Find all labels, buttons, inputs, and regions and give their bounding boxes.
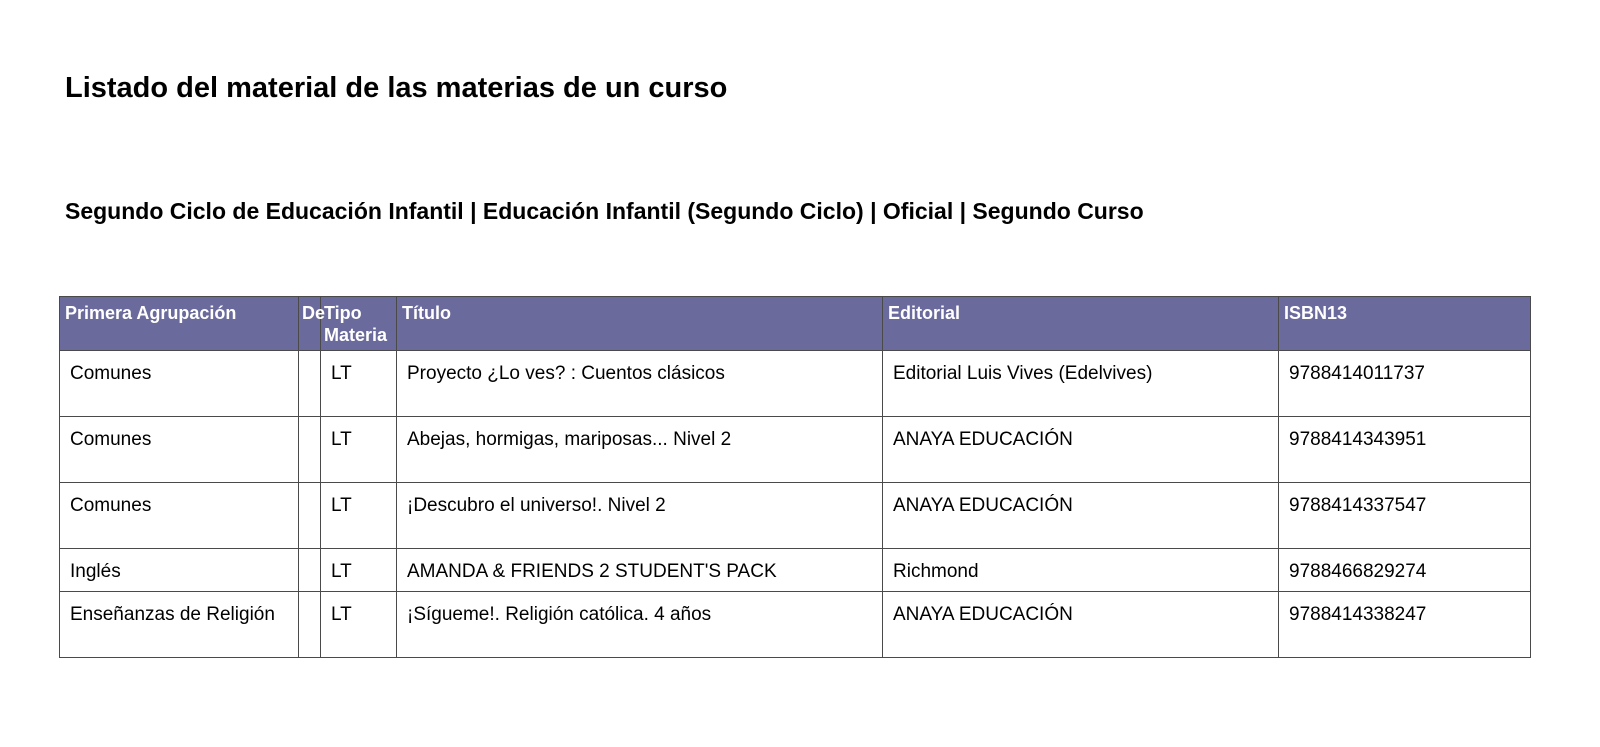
- cell-editorial: ANAYA EDUCACIÓN: [883, 592, 1279, 658]
- materials-table: [59, 296, 1531, 658]
- cell-agrupacion: Comunes: [60, 483, 299, 549]
- cell-isbn: 9788414338247: [1279, 592, 1531, 658]
- page-title: Listado del material de las materias de un curso: [65, 72, 728, 104]
- cell-agrupacion: Comunes: [60, 417, 299, 483]
- cell-d: [299, 417, 321, 483]
- cell-tipo: LT: [321, 549, 397, 592]
- cell-titulo: ¡Descubro el universo!. Nivel 2: [397, 483, 883, 549]
- table-row: [60, 483, 1531, 549]
- cell-d: [299, 549, 321, 592]
- table-row: [60, 417, 1531, 483]
- cell-tipo: LT: [321, 483, 397, 549]
- cell-agrupacion: Inglés: [60, 549, 299, 592]
- cell-tipo: LT: [321, 417, 397, 483]
- cell-agrupacion: Comunes: [60, 351, 299, 417]
- header-primera-agrupacion: Primera Agrupación: [60, 297, 299, 351]
- table-row: [60, 351, 1531, 417]
- cell-titulo: ¡Sígueme!. Religión católica. 4 años: [397, 592, 883, 658]
- table-row: [60, 592, 1531, 658]
- table-row: [60, 549, 1531, 592]
- cell-tipo: LT: [321, 592, 397, 658]
- table-header-row: [60, 297, 1531, 351]
- cell-tipo: LT: [321, 351, 397, 417]
- cell-isbn: 9788414011737: [1279, 351, 1531, 417]
- cell-d: [299, 592, 321, 658]
- cell-d: [299, 483, 321, 549]
- header-isbn13: ISBN13: [1279, 297, 1531, 351]
- header-d: De: [299, 297, 321, 351]
- cell-titulo: Proyecto ¿Lo ves? : Cuentos clásicos: [397, 351, 883, 417]
- header-tipo-materia: Tipo Materia: [321, 297, 397, 351]
- cell-agrupacion: Enseñanzas de Religión: [60, 592, 299, 658]
- cell-isbn: 9788414337547: [1279, 483, 1531, 549]
- cell-d: [299, 351, 321, 417]
- cell-editorial: Editorial Luis Vives (Edelvives): [883, 351, 1279, 417]
- cell-titulo: Abejas, hormigas, mariposas... Nivel 2: [397, 417, 883, 483]
- cell-isbn: 9788466829274: [1279, 549, 1531, 592]
- cell-editorial: Richmond: [883, 549, 1279, 592]
- cell-editorial: ANAYA EDUCACIÓN: [883, 417, 1279, 483]
- cell-isbn: 9788414343951: [1279, 417, 1531, 483]
- cell-editorial: ANAYA EDUCACIÓN: [883, 483, 1279, 549]
- cell-titulo: AMANDA & FRIENDS 2 STUDENT'S PACK: [397, 549, 883, 592]
- header-editorial: Editorial: [883, 297, 1279, 351]
- course-subtitle: Segundo Ciclo de Educación Infantil | Educación Infantil (Segundo Ciclo) | Oficial | Segundo Curso: [65, 198, 1144, 224]
- header-titulo: Título: [397, 297, 883, 351]
